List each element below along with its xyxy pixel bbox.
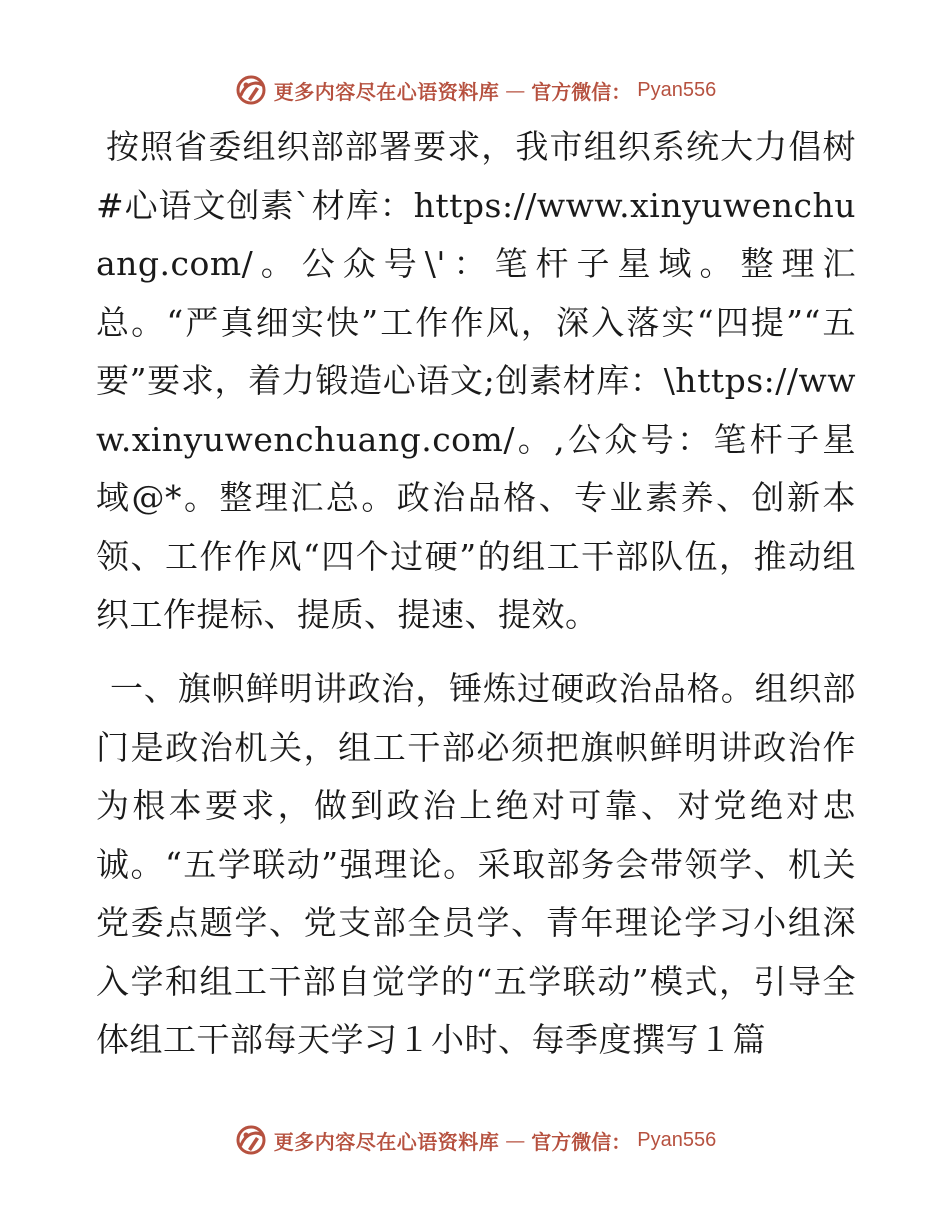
footer-wechat-id: Pyan556 bbox=[637, 1128, 717, 1151]
red-swirl-pen-logo-icon bbox=[234, 1123, 268, 1157]
header-banner bbox=[0, 70, 950, 110]
paragraph-section-one: 一、旗帜鲜明讲政治，锤炼过硬政治品格。组织部门是政治机关，组工干部必须把旗帜鲜明讲政治作为根本要求，做到政治上绝对可靠、对党绝对忠诚。“五学联动”强理论。采取部务会带领学、机关党委点题学、党支部全员学、青年理论学习小组深入学和组工干部自觉学的“五学联动”模式，引导全体组工干部每天学习１小时、每季度撰写１篇 bbox=[96, 669, 856, 1059]
header-separator: — bbox=[505, 78, 526, 102]
footer-brand-text: 更多内容尽在心语资料库 bbox=[273, 1129, 500, 1154]
header-official-label: 官方微信： bbox=[531, 79, 632, 104]
footer-banner bbox=[0, 1120, 950, 1160]
footer-separator: — bbox=[505, 1128, 526, 1152]
red-swirl-pen-logo-icon bbox=[234, 73, 268, 107]
header-wechat-id: Pyan556 bbox=[637, 78, 717, 101]
footer-official-label: 官方微信： bbox=[531, 1129, 632, 1154]
paragraph-intro: 按照省委组织部部署要求，我市组织系统大力倡树#心语文创素`材库：https://www.xinyuwenchuang.com/。公众号\'：笔杆子星域。整理汇总。“严真细实快”工作作风，深入落实“四提”“五要”要求，着力锻造心语文;创素材库：\https://www.xinyuwenchuang.com/。,公众号：笔杆子星域@*。整理汇总。政治品格、专业素养、创新本领、工作作风“四个过硬”的组工干部队伍，推动组织工作提标、提质、提速、提效。 bbox=[96, 127, 856, 634]
header-brand-text: 更多内容尽在心语资料库 bbox=[273, 79, 500, 104]
